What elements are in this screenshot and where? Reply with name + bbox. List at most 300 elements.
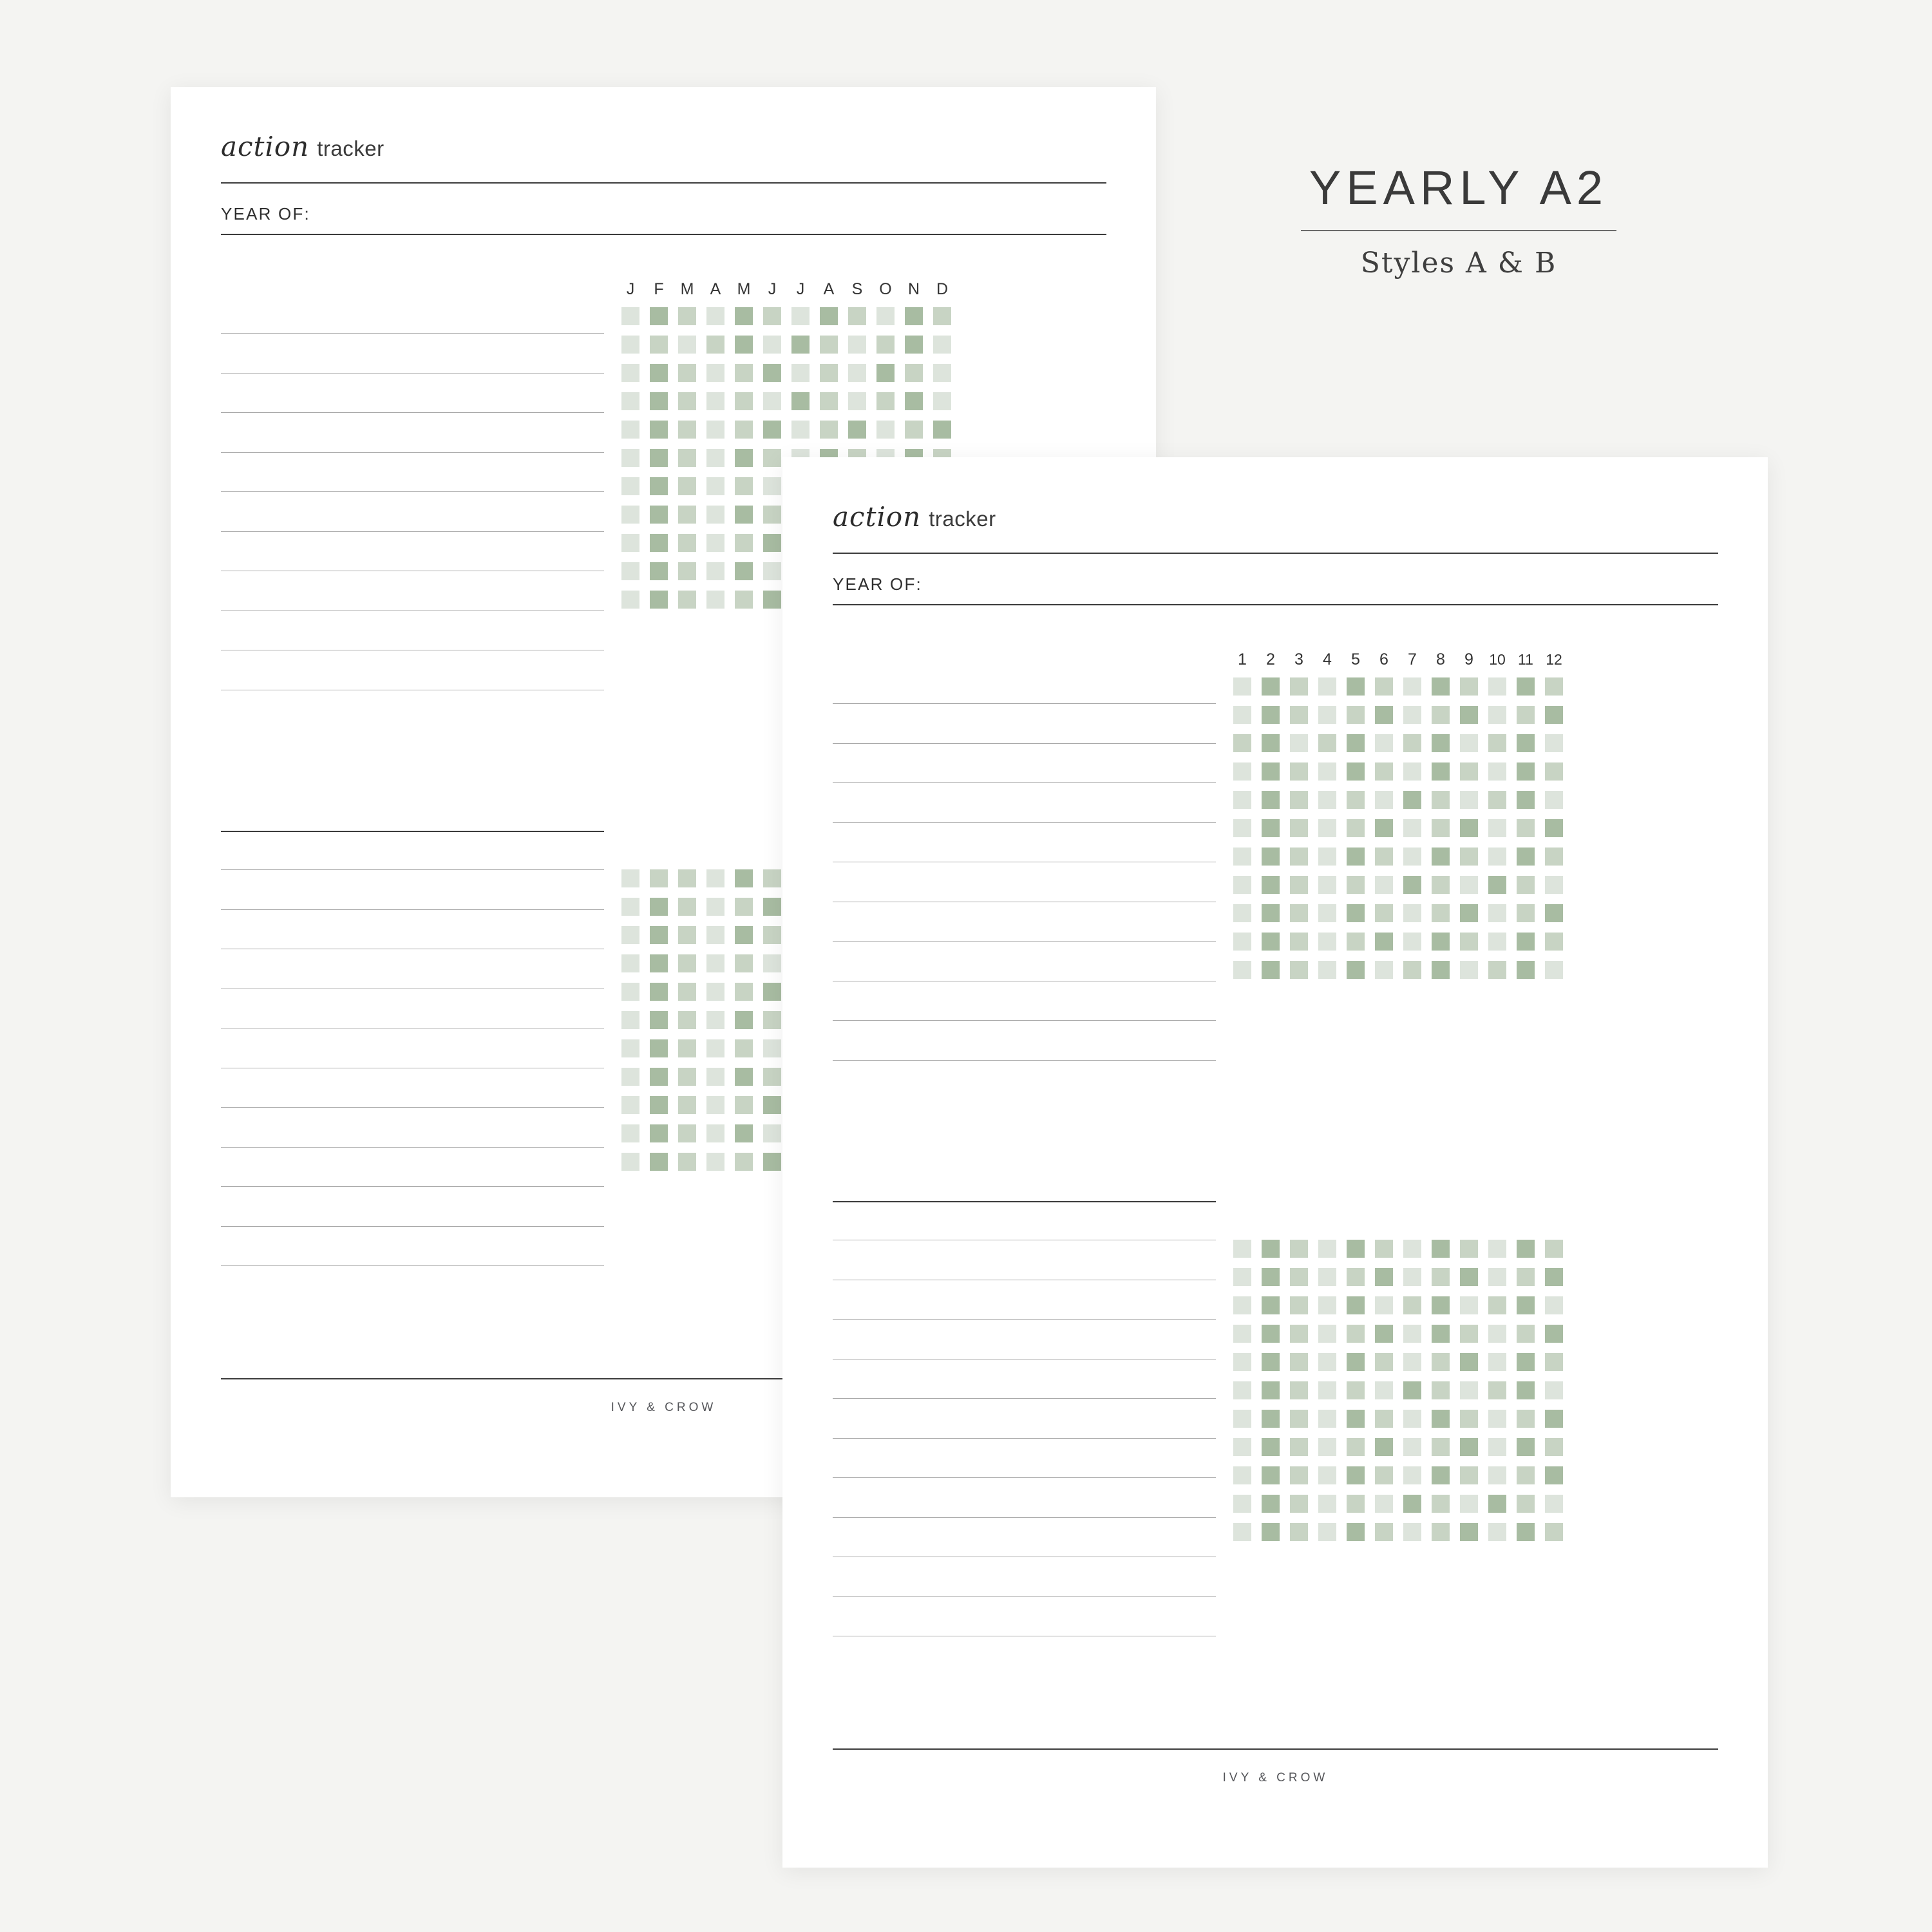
tracker-cell[interactable] bbox=[1488, 1466, 1506, 1484]
tracker-cell[interactable] bbox=[820, 392, 838, 410]
tracker-cell[interactable] bbox=[1460, 933, 1478, 951]
tracker-cell[interactable] bbox=[1517, 1466, 1535, 1484]
tracker-cell[interactable] bbox=[1432, 933, 1450, 951]
tracker-cell[interactable] bbox=[876, 364, 895, 382]
tracker-cell[interactable] bbox=[1403, 876, 1421, 894]
writing-line[interactable] bbox=[221, 333, 604, 334]
tracker-cell[interactable] bbox=[1432, 819, 1450, 837]
tracker-cell[interactable] bbox=[820, 307, 838, 325]
tracker-cell[interactable] bbox=[1432, 1410, 1450, 1428]
tracker-cell[interactable] bbox=[621, 1039, 639, 1057]
tracker-cell[interactable] bbox=[1403, 1466, 1421, 1484]
tracker-cell[interactable] bbox=[1488, 1353, 1506, 1371]
writing-line[interactable] bbox=[833, 941, 1216, 942]
tracker-cell[interactable] bbox=[1290, 876, 1308, 894]
tracker-cell[interactable] bbox=[678, 421, 696, 439]
tracker-cell[interactable] bbox=[763, 534, 781, 552]
tracker-cell[interactable] bbox=[1488, 1523, 1506, 1541]
tracker-cell[interactable] bbox=[1290, 762, 1308, 781]
tracker-cell[interactable] bbox=[706, 954, 724, 972]
tracker-cell[interactable] bbox=[678, 869, 696, 887]
tracker-cell[interactable] bbox=[1318, 933, 1336, 951]
writing-line[interactable] bbox=[221, 491, 604, 492]
tracker-cell[interactable] bbox=[876, 392, 895, 410]
tracker-cell[interactable] bbox=[848, 336, 866, 354]
tracker-cell[interactable] bbox=[706, 392, 724, 410]
tracker-cell[interactable] bbox=[791, 336, 810, 354]
tracker-cell[interactable] bbox=[706, 1068, 724, 1086]
writing-line[interactable] bbox=[833, 1596, 1216, 1597]
tracker-cell[interactable] bbox=[1318, 1495, 1336, 1513]
tracker-cell[interactable] bbox=[621, 898, 639, 916]
tracker-cell[interactable] bbox=[1517, 876, 1535, 894]
tracker-cell[interactable] bbox=[1233, 1353, 1251, 1371]
tracker-cell[interactable] bbox=[1233, 1381, 1251, 1399]
tracker-cell[interactable] bbox=[1403, 1381, 1421, 1399]
tracker-cell[interactable] bbox=[735, 449, 753, 467]
tracker-cell[interactable] bbox=[1347, 791, 1365, 809]
tracker-cell[interactable] bbox=[706, 477, 724, 495]
tracker-cell[interactable] bbox=[1432, 1353, 1450, 1371]
tracker-cell[interactable] bbox=[1262, 791, 1280, 809]
writing-line[interactable] bbox=[221, 452, 604, 453]
tracker-cell[interactable] bbox=[650, 307, 668, 325]
tracker-cell[interactable] bbox=[763, 898, 781, 916]
tracker-cell[interactable] bbox=[1233, 848, 1251, 866]
tracker-cell[interactable] bbox=[1517, 1523, 1535, 1541]
tracker-cell[interactable] bbox=[621, 562, 639, 580]
tracker-cell[interactable] bbox=[706, 1124, 724, 1142]
tracker-cell[interactable] bbox=[1517, 961, 1535, 979]
tracker-cell[interactable] bbox=[735, 983, 753, 1001]
tracker-cell[interactable] bbox=[735, 562, 753, 580]
tracker-cell[interactable] bbox=[735, 1011, 753, 1029]
tracker-cell[interactable] bbox=[763, 1096, 781, 1114]
tracker-cell[interactable] bbox=[1347, 762, 1365, 781]
tracker-cell[interactable] bbox=[1233, 933, 1251, 951]
tracker-cell[interactable] bbox=[1488, 1438, 1506, 1456]
tracker-cell[interactable] bbox=[1375, 1410, 1393, 1428]
tracker-cell[interactable] bbox=[1403, 677, 1421, 696]
tracker-cell[interactable] bbox=[1403, 706, 1421, 724]
tracker-cell[interactable] bbox=[1403, 904, 1421, 922]
tracker-cell[interactable] bbox=[1262, 1240, 1280, 1258]
tracker-cell[interactable] bbox=[650, 421, 668, 439]
tracker-cell[interactable] bbox=[1517, 1381, 1535, 1399]
tracker-cell[interactable] bbox=[706, 364, 724, 382]
tracker-cell[interactable] bbox=[1488, 876, 1506, 894]
tracker-cell[interactable] bbox=[650, 506, 668, 524]
tracker-cell[interactable] bbox=[1347, 961, 1365, 979]
tracker-cell[interactable] bbox=[1375, 904, 1393, 922]
tracker-cell[interactable] bbox=[763, 1068, 781, 1086]
tracker-cell[interactable] bbox=[1403, 933, 1421, 951]
tracker-cell[interactable] bbox=[1375, 1495, 1393, 1513]
tracker-cell[interactable] bbox=[1403, 1325, 1421, 1343]
tracker-cell[interactable] bbox=[1318, 1296, 1336, 1314]
tracker-cell[interactable] bbox=[1517, 848, 1535, 866]
tracker-cell[interactable] bbox=[1488, 848, 1506, 866]
tracker-cell[interactable] bbox=[735, 1068, 753, 1086]
tracker-cell[interactable] bbox=[1318, 904, 1336, 922]
tracker-cell[interactable] bbox=[905, 364, 923, 382]
tracker-cell[interactable] bbox=[1517, 1240, 1535, 1258]
tracker-cell[interactable] bbox=[1460, 734, 1478, 752]
tracker-cell[interactable] bbox=[706, 562, 724, 580]
tracker-cell[interactable] bbox=[1545, 734, 1563, 752]
tracker-cell[interactable] bbox=[1375, 1523, 1393, 1541]
tracker-cell[interactable] bbox=[1545, 1495, 1563, 1513]
tracker-cell[interactable] bbox=[1233, 734, 1251, 752]
tracker-cell[interactable] bbox=[1488, 1495, 1506, 1513]
tracker-cell[interactable] bbox=[820, 364, 838, 382]
tracker-cell[interactable] bbox=[1262, 706, 1280, 724]
tracker-cell[interactable] bbox=[735, 591, 753, 609]
tracker-cell[interactable] bbox=[1347, 1523, 1365, 1541]
tracker-cell[interactable] bbox=[1432, 1240, 1450, 1258]
tracker-cell[interactable] bbox=[1488, 706, 1506, 724]
tracker-cell[interactable] bbox=[1432, 762, 1450, 781]
tracker-cell[interactable] bbox=[1545, 706, 1563, 724]
tracker-cell[interactable] bbox=[706, 983, 724, 1001]
tracker-cell[interactable] bbox=[1347, 904, 1365, 922]
tracker-cell[interactable] bbox=[1375, 1240, 1393, 1258]
tracker-cell[interactable] bbox=[1318, 1381, 1336, 1399]
tracker-cell[interactable] bbox=[763, 449, 781, 467]
tracker-cell[interactable] bbox=[1262, 762, 1280, 781]
tracker-cell[interactable] bbox=[1318, 1353, 1336, 1371]
tracker-cell[interactable] bbox=[1375, 819, 1393, 837]
tracker-cell[interactable] bbox=[706, 506, 724, 524]
tracker-cell[interactable] bbox=[735, 364, 753, 382]
tracker-cell[interactable] bbox=[1290, 1523, 1308, 1541]
tracker-cell[interactable] bbox=[650, 898, 668, 916]
tracker-cell[interactable] bbox=[933, 336, 951, 354]
writing-line[interactable] bbox=[221, 531, 604, 532]
tracker-cell[interactable] bbox=[1375, 706, 1393, 724]
tracker-cell[interactable] bbox=[1432, 848, 1450, 866]
tracker-cell[interactable] bbox=[1233, 961, 1251, 979]
tracker-cell[interactable] bbox=[1488, 904, 1506, 922]
tracker-cell[interactable] bbox=[1262, 819, 1280, 837]
tracker-cell[interactable] bbox=[621, 591, 639, 609]
tracker-cell[interactable] bbox=[735, 1124, 753, 1142]
tracker-cell[interactable] bbox=[678, 534, 696, 552]
tracker-cell[interactable] bbox=[1318, 1240, 1336, 1258]
tracker-cell[interactable] bbox=[876, 307, 895, 325]
tracker-cell[interactable] bbox=[1488, 1268, 1506, 1286]
tracker-cell[interactable] bbox=[678, 1153, 696, 1171]
tracker-cell[interactable] bbox=[650, 449, 668, 467]
tracker-cell[interactable] bbox=[1262, 961, 1280, 979]
tracker-cell[interactable] bbox=[933, 421, 951, 439]
tracker-cell[interactable] bbox=[933, 364, 951, 382]
tracker-cell[interactable] bbox=[1233, 1240, 1251, 1258]
tracker-cell[interactable] bbox=[1233, 1325, 1251, 1343]
tracker-cell[interactable] bbox=[706, 1039, 724, 1057]
tracker-cell[interactable] bbox=[1290, 1466, 1308, 1484]
tracker-cell[interactable] bbox=[763, 1153, 781, 1171]
tracker-cell[interactable] bbox=[848, 364, 866, 382]
tracker-cell[interactable] bbox=[1403, 1495, 1421, 1513]
tracker-cell[interactable] bbox=[1375, 876, 1393, 894]
tracker-cell[interactable] bbox=[1233, 1410, 1251, 1428]
tracker-cell[interactable] bbox=[1290, 848, 1308, 866]
writing-line[interactable] bbox=[221, 1226, 604, 1227]
tracker-cell[interactable] bbox=[1403, 791, 1421, 809]
tracker-cell[interactable] bbox=[1488, 1381, 1506, 1399]
tracker-cell[interactable] bbox=[621, 926, 639, 944]
tracker-cell[interactable] bbox=[1262, 734, 1280, 752]
tracker-cell[interactable] bbox=[791, 392, 810, 410]
tracker-cell[interactable] bbox=[678, 954, 696, 972]
tracker-cell[interactable] bbox=[1460, 1438, 1478, 1456]
tracker-cell[interactable] bbox=[1460, 1466, 1478, 1484]
writing-line[interactable] bbox=[833, 782, 1216, 783]
writing-line[interactable] bbox=[833, 822, 1216, 823]
tracker-cell[interactable] bbox=[735, 477, 753, 495]
tracker-cell[interactable] bbox=[1290, 1381, 1308, 1399]
tracker-cell[interactable] bbox=[1290, 1240, 1308, 1258]
tracker-cell[interactable] bbox=[1517, 933, 1535, 951]
tracker-cell[interactable] bbox=[1375, 1381, 1393, 1399]
tracker-cell[interactable] bbox=[1403, 734, 1421, 752]
tracker-cell[interactable] bbox=[1233, 876, 1251, 894]
tracker-cell[interactable] bbox=[1488, 1410, 1506, 1428]
tracker-cell[interactable] bbox=[1488, 819, 1506, 837]
tracker-cell[interactable] bbox=[1262, 933, 1280, 951]
tracker-cell[interactable] bbox=[1545, 1296, 1563, 1314]
tracker-cell[interactable] bbox=[1233, 706, 1251, 724]
tracker-cell[interactable] bbox=[1488, 961, 1506, 979]
tracker-cell[interactable] bbox=[650, 477, 668, 495]
tracker-cell[interactable] bbox=[1347, 734, 1365, 752]
tracker-cell[interactable] bbox=[1517, 819, 1535, 837]
tracker-cell[interactable] bbox=[933, 392, 951, 410]
tracker-cell[interactable] bbox=[1233, 1495, 1251, 1513]
tracker-cell[interactable] bbox=[1432, 677, 1450, 696]
tracker-cell[interactable] bbox=[1517, 1296, 1535, 1314]
tracker-cell[interactable] bbox=[1517, 1353, 1535, 1371]
tracker-cell[interactable] bbox=[1460, 677, 1478, 696]
writing-line[interactable] bbox=[221, 412, 604, 413]
tracker-cell[interactable] bbox=[621, 449, 639, 467]
tracker-cell[interactable] bbox=[1318, 1466, 1336, 1484]
tracker-cell[interactable] bbox=[706, 1153, 724, 1171]
tracker-cell[interactable] bbox=[1375, 1353, 1393, 1371]
tracker-cell[interactable] bbox=[650, 869, 668, 887]
tracker-cell[interactable] bbox=[763, 562, 781, 580]
tracker-cell[interactable] bbox=[735, 336, 753, 354]
tracker-cell[interactable] bbox=[1262, 1438, 1280, 1456]
tracker-cell[interactable] bbox=[1290, 791, 1308, 809]
tracker-cell[interactable] bbox=[1262, 1325, 1280, 1343]
tracker-cell[interactable] bbox=[1347, 1466, 1365, 1484]
tracker-cell[interactable] bbox=[1432, 876, 1450, 894]
tracker-cell[interactable] bbox=[621, 336, 639, 354]
tracker-cell[interactable] bbox=[763, 364, 781, 382]
writing-line[interactable] bbox=[833, 1517, 1216, 1518]
tracker-cell[interactable] bbox=[1347, 1410, 1365, 1428]
tracker-cell[interactable] bbox=[1262, 1410, 1280, 1428]
tracker-cell[interactable] bbox=[1233, 904, 1251, 922]
tracker-cell[interactable] bbox=[1347, 1381, 1365, 1399]
tracker-cell[interactable] bbox=[621, 477, 639, 495]
tracker-cell[interactable] bbox=[1403, 1353, 1421, 1371]
tracker-cell[interactable] bbox=[1347, 1325, 1365, 1343]
tracker-cell[interactable] bbox=[1375, 734, 1393, 752]
tracker-cell[interactable] bbox=[1460, 1240, 1478, 1258]
tracker-page-style-b[interactable] bbox=[782, 457, 1768, 1868]
tracker-cell[interactable] bbox=[678, 983, 696, 1001]
tracker-cell[interactable] bbox=[706, 449, 724, 467]
tracker-cell[interactable] bbox=[1403, 762, 1421, 781]
tracker-cell[interactable] bbox=[678, 1096, 696, 1114]
tracker-cell[interactable] bbox=[1290, 961, 1308, 979]
tracker-cell[interactable] bbox=[650, 954, 668, 972]
tracker-cell[interactable] bbox=[763, 1011, 781, 1029]
tracker-cell[interactable] bbox=[763, 954, 781, 972]
tracker-cell[interactable] bbox=[1318, 677, 1336, 696]
tracker-cell[interactable] bbox=[735, 1153, 753, 1171]
writing-line[interactable] bbox=[833, 1319, 1216, 1320]
tracker-cell[interactable] bbox=[1290, 1495, 1308, 1513]
writing-line[interactable] bbox=[833, 743, 1216, 744]
tracker-cell[interactable] bbox=[678, 591, 696, 609]
tracker-cell[interactable] bbox=[735, 392, 753, 410]
tracker-cell[interactable] bbox=[621, 364, 639, 382]
tracker-cell[interactable] bbox=[1375, 677, 1393, 696]
tracker-cell[interactable] bbox=[763, 926, 781, 944]
tracker-cell[interactable] bbox=[735, 534, 753, 552]
tracker-cell[interactable] bbox=[1290, 1353, 1308, 1371]
tracker-cell[interactable] bbox=[1403, 1240, 1421, 1258]
tracker-cell[interactable] bbox=[650, 1124, 668, 1142]
tracker-cell[interactable] bbox=[1403, 1410, 1421, 1428]
tracker-cell[interactable] bbox=[706, 1096, 724, 1114]
tracker-cell[interactable] bbox=[763, 392, 781, 410]
tracker-cell[interactable] bbox=[1233, 819, 1251, 837]
tracker-cell[interactable] bbox=[1347, 706, 1365, 724]
tracker-cell[interactable] bbox=[1488, 1240, 1506, 1258]
tracker-cell[interactable] bbox=[848, 307, 866, 325]
tracker-cell[interactable] bbox=[1517, 791, 1535, 809]
tracker-cell[interactable] bbox=[678, 392, 696, 410]
tracker-cell[interactable] bbox=[1290, 706, 1308, 724]
tracker-cell[interactable] bbox=[1318, 1438, 1336, 1456]
tracker-cell[interactable] bbox=[1432, 1523, 1450, 1541]
tracker-cell[interactable] bbox=[1460, 876, 1478, 894]
tracker-cell[interactable] bbox=[1403, 1438, 1421, 1456]
tracker-cell[interactable] bbox=[678, 926, 696, 944]
tracker-cell[interactable] bbox=[1347, 819, 1365, 837]
tracker-cell[interactable] bbox=[1488, 1325, 1506, 1343]
tracker-cell[interactable] bbox=[1460, 904, 1478, 922]
tracker-cell[interactable] bbox=[1262, 677, 1280, 696]
tracker-cell[interactable] bbox=[735, 506, 753, 524]
writing-line[interactable] bbox=[833, 1060, 1216, 1061]
tracker-cell[interactable] bbox=[706, 336, 724, 354]
tracker-cell[interactable] bbox=[1262, 1268, 1280, 1286]
tracker-cell[interactable] bbox=[678, 364, 696, 382]
tracker-cell[interactable] bbox=[706, 591, 724, 609]
tracker-cell[interactable] bbox=[621, 1068, 639, 1086]
tracker-cell[interactable] bbox=[735, 954, 753, 972]
tracker-cell[interactable] bbox=[1432, 791, 1450, 809]
tracker-cell[interactable] bbox=[1432, 1495, 1450, 1513]
tracker-cell[interactable] bbox=[650, 1011, 668, 1029]
tracker-cell[interactable] bbox=[1318, 1523, 1336, 1541]
tracker-cell[interactable] bbox=[706, 1011, 724, 1029]
tracker-cell[interactable] bbox=[1517, 1410, 1535, 1428]
tracker-cell[interactable] bbox=[1460, 961, 1478, 979]
tracker-cell[interactable] bbox=[1347, 876, 1365, 894]
tracker-cell[interactable] bbox=[650, 562, 668, 580]
tracker-cell[interactable] bbox=[706, 534, 724, 552]
tracker-cell[interactable] bbox=[1432, 1466, 1450, 1484]
tracker-cell[interactable] bbox=[791, 364, 810, 382]
tracker-cell[interactable] bbox=[1375, 762, 1393, 781]
tracker-cell[interactable] bbox=[678, 1039, 696, 1057]
tracker-cell[interactable] bbox=[650, 1096, 668, 1114]
tracker-cell[interactable] bbox=[706, 926, 724, 944]
tracker-cell[interactable] bbox=[1460, 1296, 1478, 1314]
tracker-cell[interactable] bbox=[1290, 677, 1308, 696]
tracker-cell[interactable] bbox=[1290, 904, 1308, 922]
tracker-cell[interactable] bbox=[1545, 1466, 1563, 1484]
tracker-cell[interactable] bbox=[1347, 677, 1365, 696]
tracker-cell[interactable] bbox=[1262, 904, 1280, 922]
tracker-cell[interactable] bbox=[1460, 1353, 1478, 1371]
tracker-cell[interactable] bbox=[1488, 933, 1506, 951]
tracker-cell[interactable] bbox=[1460, 1268, 1478, 1286]
tracker-cell[interactable] bbox=[621, 307, 639, 325]
tracker-cell[interactable] bbox=[763, 591, 781, 609]
tracker-cell[interactable] bbox=[1432, 1325, 1450, 1343]
writing-line[interactable] bbox=[221, 909, 604, 910]
tracker-cell[interactable] bbox=[706, 307, 724, 325]
tracker-cell[interactable] bbox=[621, 421, 639, 439]
tracker-cell[interactable] bbox=[1290, 819, 1308, 837]
writing-line[interactable] bbox=[833, 1020, 1216, 1021]
tracker-cell[interactable] bbox=[1262, 1353, 1280, 1371]
tracker-cell[interactable] bbox=[621, 1096, 639, 1114]
writing-line[interactable] bbox=[833, 1438, 1216, 1439]
tracker-cell[interactable] bbox=[1375, 1466, 1393, 1484]
tracker-cell[interactable] bbox=[763, 506, 781, 524]
tracker-cell[interactable] bbox=[1432, 904, 1450, 922]
writing-line[interactable] bbox=[221, 869, 604, 870]
tracker-cell[interactable] bbox=[763, 983, 781, 1001]
tracker-cell[interactable] bbox=[1262, 848, 1280, 866]
tracker-cell[interactable] bbox=[1432, 706, 1450, 724]
tracker-cell[interactable] bbox=[1318, 961, 1336, 979]
tracker-cell[interactable] bbox=[1488, 791, 1506, 809]
tracker-cell[interactable] bbox=[650, 1039, 668, 1057]
tracker-cell[interactable] bbox=[650, 591, 668, 609]
tracker-cell[interactable] bbox=[1460, 1495, 1478, 1513]
tracker-cell[interactable] bbox=[1545, 1438, 1563, 1456]
tracker-cell[interactable] bbox=[678, 307, 696, 325]
tracker-cell[interactable] bbox=[735, 421, 753, 439]
tracker-cell[interactable] bbox=[905, 421, 923, 439]
tracker-cell[interactable] bbox=[678, 1011, 696, 1029]
tracker-cell[interactable] bbox=[1545, 904, 1563, 922]
tracker-cell[interactable] bbox=[1403, 819, 1421, 837]
tracker-cell[interactable] bbox=[1262, 1381, 1280, 1399]
tracker-cell[interactable] bbox=[678, 336, 696, 354]
tracker-cell[interactable] bbox=[1375, 1438, 1393, 1456]
